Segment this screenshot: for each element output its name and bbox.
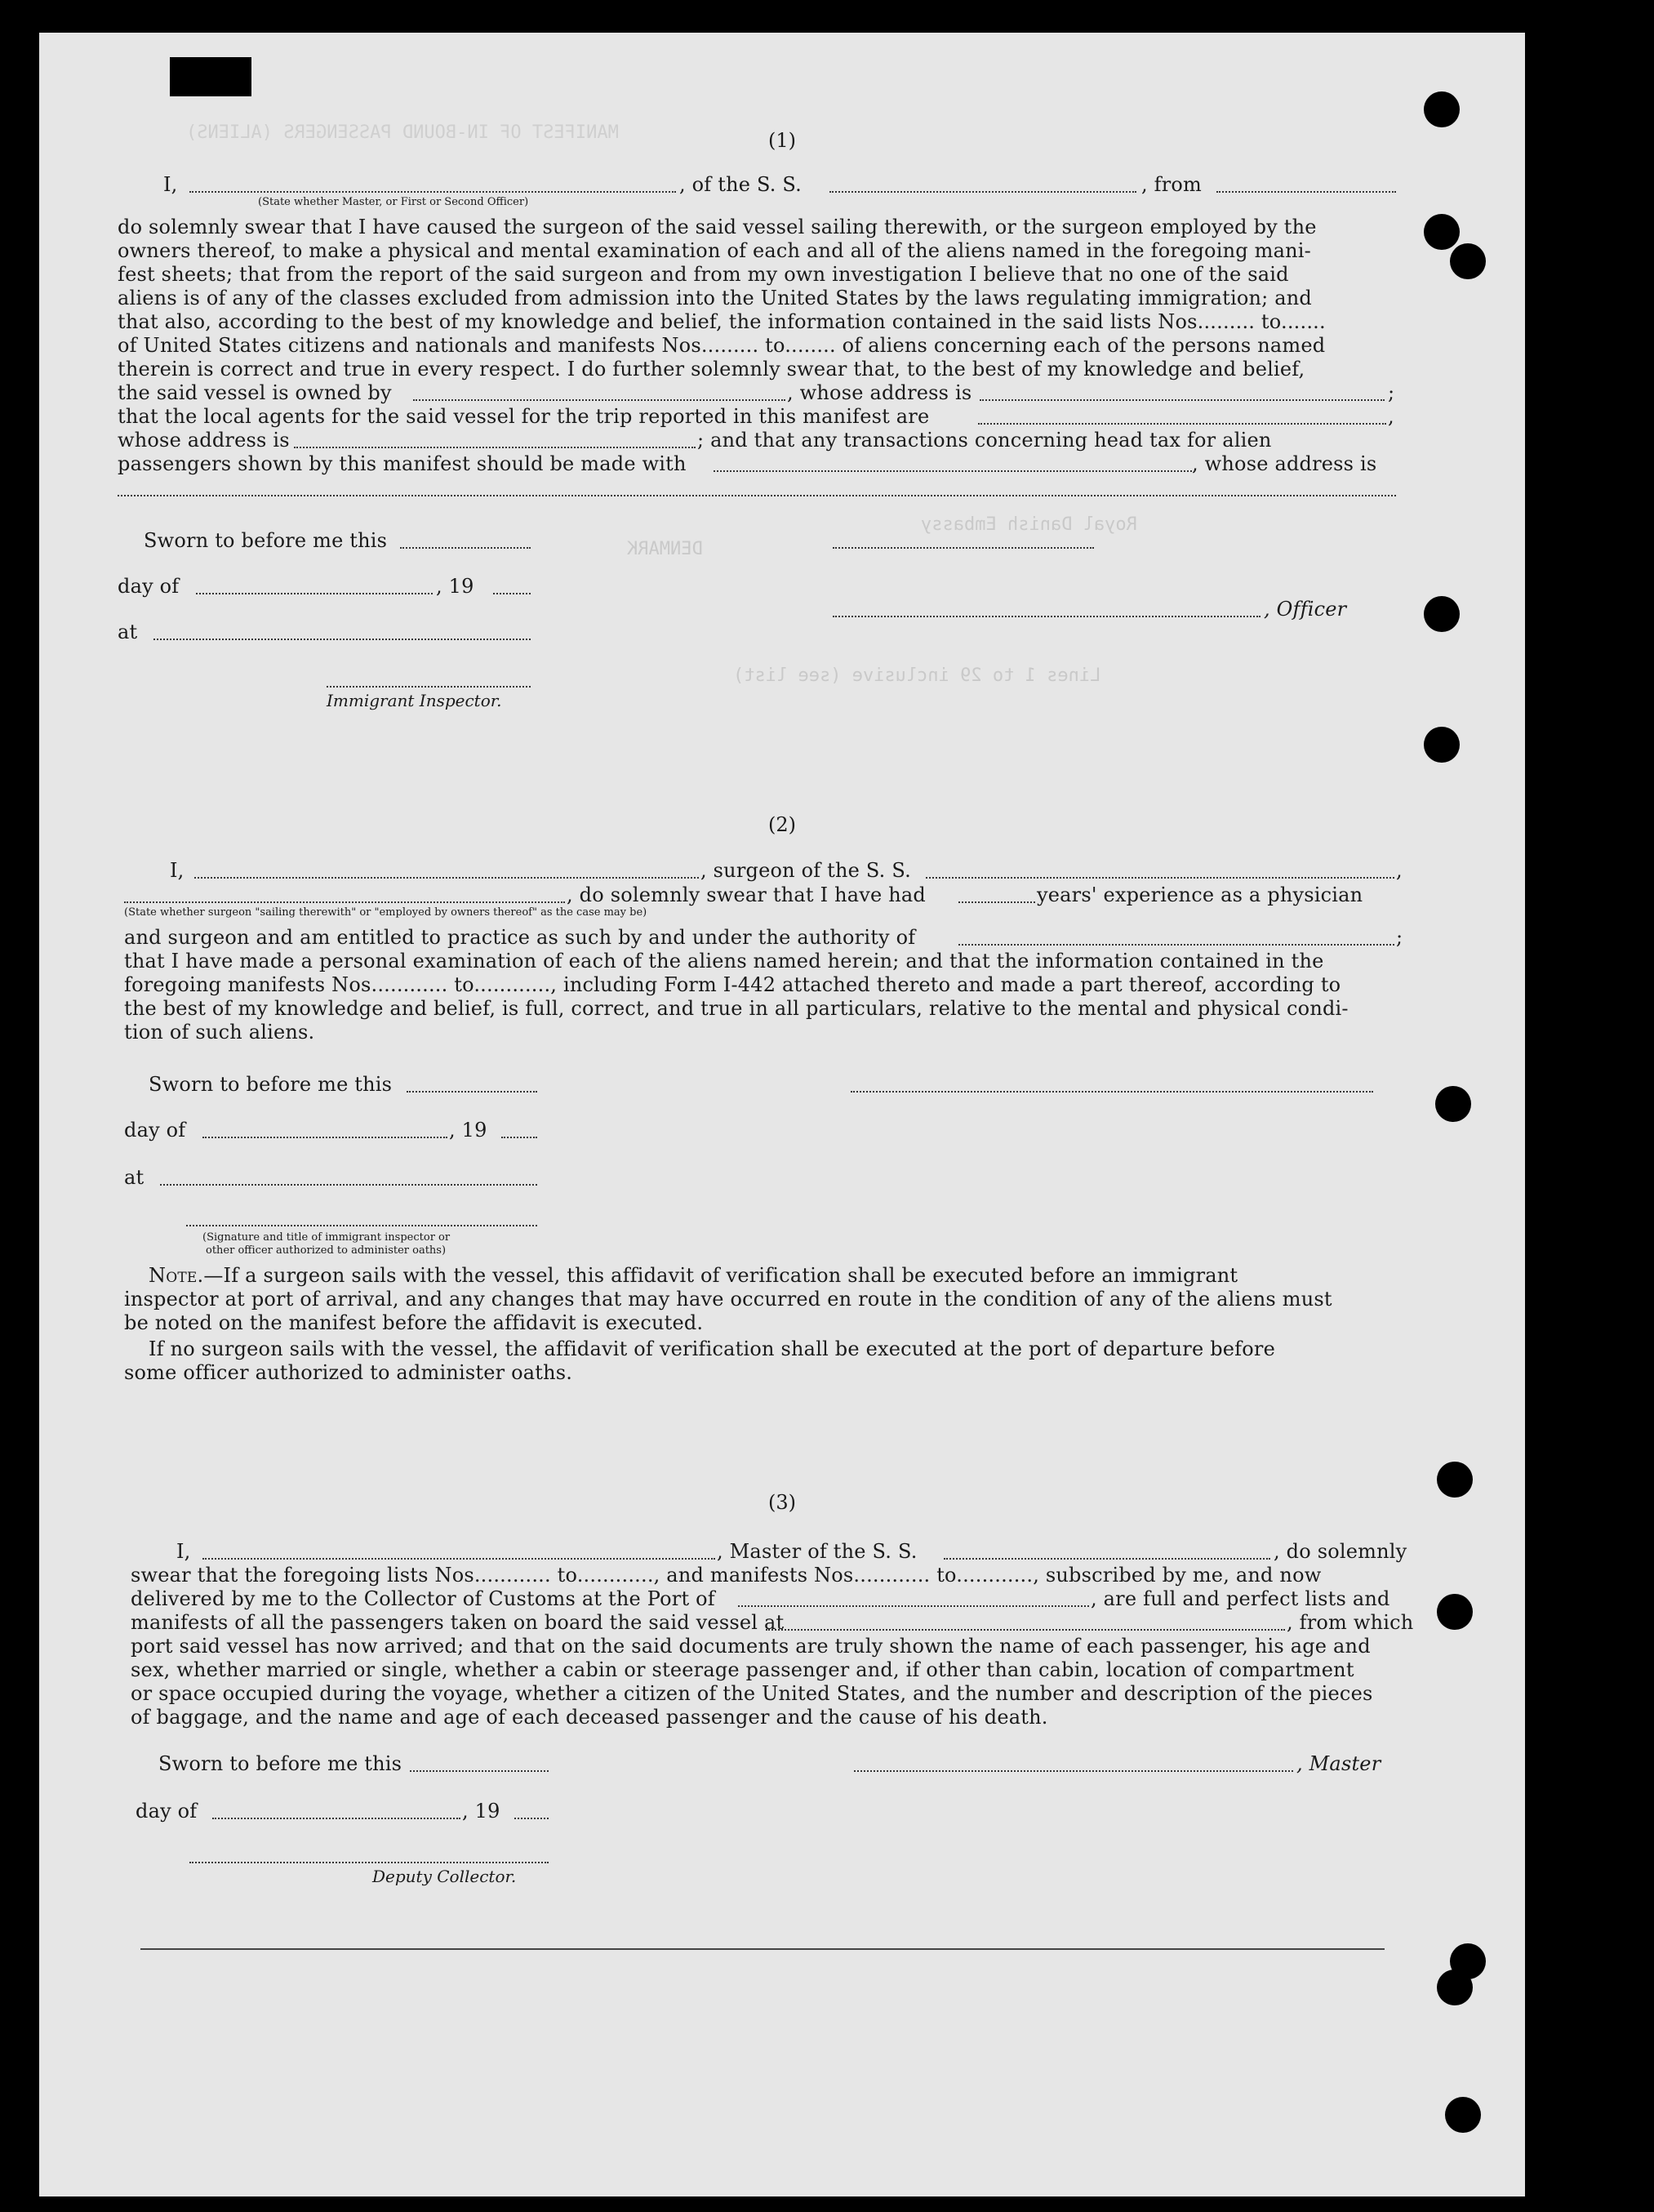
text-line: , 19 (449, 1119, 487, 1142)
text-line: that also, according to the best of my knowledge and belief, the information contained in the said lists Nos......... to....... (118, 310, 1326, 333)
note-text: some officer authorized to administer oaths. (124, 1361, 573, 1384)
signature-label: other officer authorized to administer oaths) (206, 1244, 447, 1257)
text-line: , do solemnly swear that I have had (567, 883, 926, 906)
blank-field (833, 547, 1094, 549)
field-note: (State whether Master, or First or Second Officer) (258, 196, 529, 208)
signature-label: , Master (1296, 1752, 1381, 1775)
text-line: day of (136, 1800, 198, 1823)
punch-hole (1450, 243, 1486, 279)
text-line: or space occupied during the voyage, whether a citizen of the United States, and the number and description of the pieces (131, 1682, 1373, 1705)
note-text: inspector at port of arrival, and any changes that may have occurred en route in the condition of any of the aliens must (124, 1288, 1332, 1311)
blank-field (958, 901, 1035, 903)
text-line: therein is correct and true in every respect. I do further solemnly swear that, to the best of my knowledge and belief, (118, 358, 1305, 381)
blank-field (854, 1770, 1293, 1772)
blank-field (327, 686, 531, 688)
blank-field (958, 944, 1394, 946)
text-line: , from which (1287, 1611, 1414, 1634)
text-line: Sworn to before me this (158, 1752, 402, 1775)
text-line: I, (163, 173, 178, 196)
text-line: do solemnly swear that I have caused the surgeon of the said vessel sailing therewith, or the surgeon employed by the (118, 216, 1317, 238)
text-line: , whose address is (787, 381, 972, 404)
text-line: years' experience as a physician (1037, 883, 1363, 906)
text-line: passengers shown by this manifest should be made with (118, 452, 687, 475)
text-line: , from (1141, 173, 1203, 196)
text-line: , do solemnly (1274, 1540, 1407, 1563)
text-line: ; (1396, 926, 1403, 949)
blank-field (407, 1091, 537, 1093)
blank-field (194, 877, 699, 879)
blank-field (413, 399, 785, 401)
text-line: , 19 (462, 1800, 500, 1823)
blank-field (829, 191, 1136, 193)
punch-hole (1437, 1594, 1473, 1630)
blank-field (212, 1818, 460, 1819)
note-text: —If a surgeon sails with the vessel, this affidavit of verification shall be executed before an immigrant (203, 1264, 1238, 1287)
text-line: that I have made a personal examination of each of the aliens named herein; and that the information contained in the (124, 950, 1324, 972)
text-line: at (124, 1166, 145, 1189)
text-line: ; and that any transactions concerning head tax for alien (697, 429, 1272, 452)
text-line: , (1396, 859, 1403, 882)
text-line: sex, whether married or single, whether a cabin or steerage passenger and, if other than cabin, location of compartment (131, 1658, 1354, 1681)
blank-field (189, 1862, 549, 1863)
section-number: (1) (768, 129, 796, 152)
text-line: aliens is of any of the classes excluded from admission into the United States by the laws regulating immigration; and (118, 287, 1312, 309)
blank-field (294, 447, 696, 448)
blank-field (980, 399, 1385, 401)
note-label: Note. (149, 1264, 204, 1287)
blank-field (1216, 191, 1396, 193)
blank-field (944, 1558, 1270, 1560)
text-line: tion of such aliens. (124, 1021, 315, 1044)
text-line: and surgeon and am entitled to practice as such by and under the authority of (124, 926, 916, 949)
blank-field (160, 1184, 537, 1186)
blank-field (851, 1091, 1373, 1093)
blank-field (714, 470, 1192, 472)
note-text: be noted on the manifest before the affidavit is executed. (124, 1311, 704, 1334)
blank-field (400, 547, 531, 549)
signature-label: Deputy Collector. (372, 1867, 517, 1886)
text-line: whose address is (118, 429, 290, 452)
text-line: ; (1388, 381, 1395, 404)
punch-hole (1424, 214, 1460, 250)
text-line: at (118, 621, 138, 643)
text-line: of United States citizens and nationals and manifests Nos......... to........ of aliens concerning each of the persons named (118, 334, 1326, 357)
signature-label: Immigrant Inspector. (327, 691, 502, 710)
blank-field (202, 1558, 715, 1560)
text-line: of baggage, and the name and age of each deceased passenger and the cause of his death. (131, 1706, 1048, 1729)
signature-label: , Officer (1264, 598, 1347, 621)
punch-hole (1435, 1086, 1471, 1122)
text-line: Sworn to before me this (144, 529, 388, 552)
text-line: port said vessel has now arrived; and that on the said documents are truly shown the name of each passenger, his age and (131, 1635, 1371, 1658)
text-line: the best of my knowledge and belief, is full, correct, and true in all particulars, relative to the mental and physical condi- (124, 997, 1349, 1020)
punch-hole (1437, 1969, 1473, 2005)
bleed-through-text: MANIFEST OF IN-BOUND PASSENGERS (ALIENS) (186, 122, 619, 143)
bleed-through-text: Lines 1 to 29 inclusive (see list) (733, 665, 1101, 686)
punch-hole (1424, 727, 1460, 763)
text-line: I, (176, 1540, 191, 1563)
text-line: , whose address is (1192, 452, 1377, 475)
blank-field (833, 616, 1261, 617)
text-line: I, (170, 859, 185, 882)
text-line: , of the S. S. (679, 173, 803, 196)
blank-field (978, 423, 1386, 425)
field-note: (State whether surgeon "sailing therewith" or "employed by owners thereof" as the case may be) (124, 906, 647, 919)
text-line: swear that the foregoing lists Nos............ to............, and manifests Nos............ to............, subscribed by me, and now (131, 1564, 1322, 1587)
text-line: , (1388, 405, 1394, 428)
blank-field (501, 1137, 537, 1138)
blank-field (153, 639, 531, 640)
text-line: manifests of all the passengers taken on board the said vessel at (131, 1611, 785, 1634)
bottom-rule (140, 1948, 1385, 1950)
blank-field (196, 593, 433, 594)
text-line: owners thereof, to make a physical and mental examination of each and all of the aliens named in the foregoing mani- (118, 239, 1311, 262)
blank-field (493, 593, 531, 594)
blank-field (766, 1629, 1285, 1631)
document-page (39, 33, 1525, 2196)
punch-hole (1445, 2097, 1481, 2133)
section-number: (2) (768, 813, 796, 836)
blank-field (410, 1770, 549, 1772)
blank-field (514, 1818, 549, 1819)
blank-field (738, 1605, 1089, 1607)
bleed-through-text: DENMARK (627, 539, 703, 559)
section-number: (3) (768, 1491, 796, 1514)
blank-field (118, 495, 1396, 496)
text-line: Sworn to before me this (149, 1073, 393, 1096)
text-line: fest sheets; that from the report of the said surgeon and from my own investigation I believe that no one of the said (118, 263, 1289, 286)
punch-hole (1424, 91, 1460, 127)
text-line: , are full and perfect lists and (1091, 1587, 1390, 1610)
text-line: , Master of the S. S. (717, 1540, 918, 1563)
punch-hole (1424, 596, 1460, 632)
signature-label: (Signature and title of immigrant inspector or (202, 1231, 451, 1244)
blank-field (189, 191, 676, 193)
text-line: , 19 (436, 575, 474, 598)
text-line: , surgeon of the S. S. (700, 859, 911, 882)
text-line: foregoing manifests Nos............ to............, including Form I-442 attached thereto and made a part thereof, according to (124, 973, 1341, 996)
blank-field (124, 901, 565, 903)
note-text (149, 1264, 1238, 1287)
bleed-through-text: Royal Danish Embassy (921, 514, 1137, 535)
text-line: delivered by me to the Collector of Customs at the Port of (131, 1587, 715, 1610)
text-line: day of (118, 575, 180, 598)
text-line: that the local agents for the said vessel for the trip reported in this manifest are (118, 405, 930, 428)
ink-blot (170, 57, 251, 96)
text-line: the said vessel is owned by (118, 381, 392, 404)
blank-field (926, 877, 1394, 879)
note-text: If no surgeon sails with the vessel, the affidavit of verification shall be executed at the port of departure before (149, 1337, 1275, 1360)
blank-field (202, 1137, 447, 1138)
text-line: day of (124, 1119, 186, 1142)
blank-field (186, 1225, 537, 1226)
